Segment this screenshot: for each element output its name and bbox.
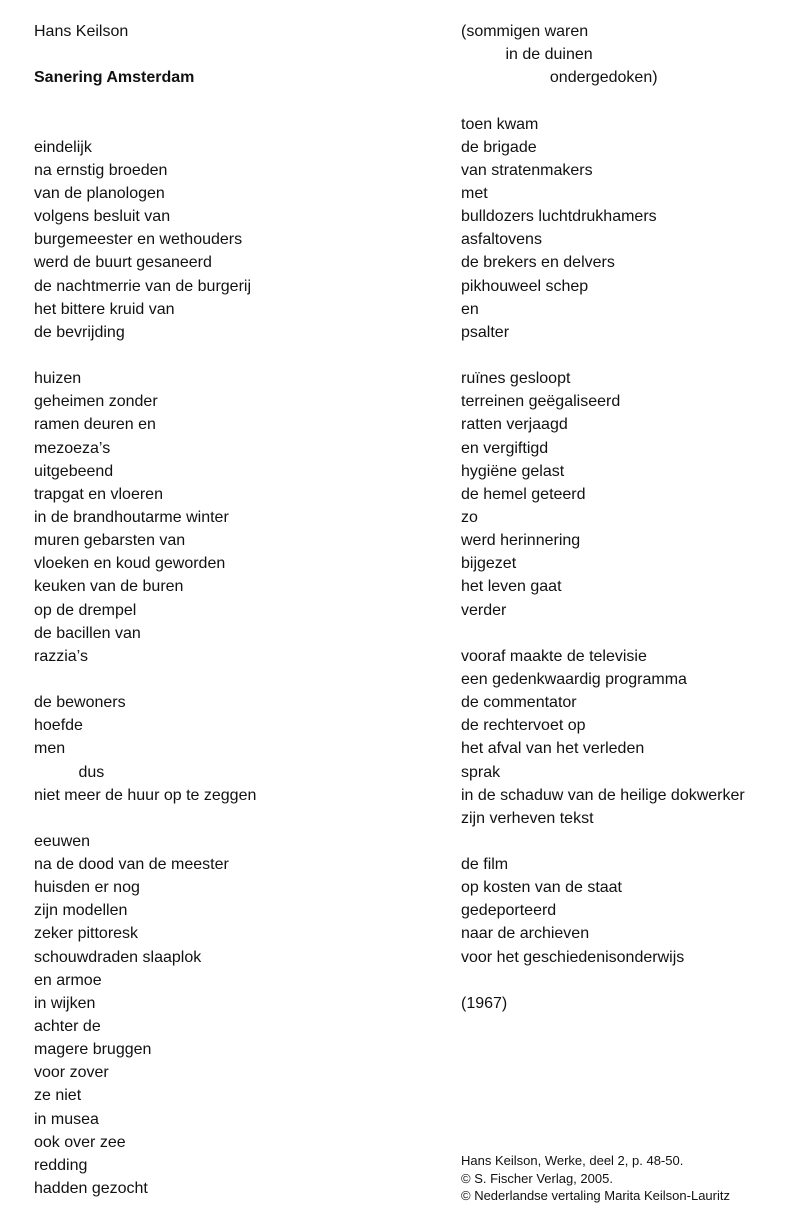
poem-line: zo bbox=[461, 508, 478, 526]
poem-line: het bittere kruid van bbox=[34, 300, 175, 318]
poem-line: een gedenkwaardig programma bbox=[461, 670, 687, 688]
credit-line: © S. Fischer Verlag, 2005. bbox=[461, 1170, 613, 1186]
poem-line: in de schaduw van de heilige dokwerker bbox=[461, 786, 745, 804]
stanza-break bbox=[34, 89, 434, 112]
stanza-break bbox=[461, 969, 801, 992]
poem-line: magere bruggen bbox=[34, 1041, 152, 1059]
poem-line: (1967) bbox=[461, 994, 508, 1012]
poem-line: naar de archieven bbox=[461, 925, 590, 943]
poem-line: eeuwen bbox=[34, 832, 91, 850]
stanza-break bbox=[461, 622, 801, 645]
poem-line: Hans Keilson bbox=[34, 23, 129, 40]
stanza-break bbox=[34, 344, 434, 367]
poem-line: burgemeester en wethouders bbox=[34, 231, 243, 249]
stanza-break bbox=[461, 344, 801, 367]
poem-line: werd herinnering bbox=[461, 532, 581, 550]
poem-line: gedeporteerd bbox=[461, 902, 557, 920]
poem-line: het leven gaat bbox=[461, 578, 562, 596]
poem-line: na de dood van de meester bbox=[34, 856, 229, 874]
poem-line: muren gebarsten van bbox=[34, 532, 186, 550]
poem-line: de hemel geteerd bbox=[461, 485, 586, 503]
poem-line: achter de bbox=[34, 1018, 101, 1036]
poem-line: asfaltovens bbox=[461, 231, 542, 249]
poem-line: de film bbox=[461, 856, 509, 874]
poem-line: de bewoners bbox=[34, 694, 126, 712]
source-credits bbox=[461, 1152, 730, 1205]
poem-line: de nachtmerrie van de burgerij bbox=[34, 277, 252, 295]
poem-line: na ernstig broeden bbox=[34, 161, 168, 179]
poem-line: uitgebeend bbox=[34, 462, 114, 480]
poem-line: in de duinen bbox=[461, 46, 593, 64]
poem-line: ze niet bbox=[34, 1087, 82, 1105]
poem-line: het afval van het verleden bbox=[461, 740, 645, 758]
poem-line: vloeken en koud geworden bbox=[34, 555, 226, 573]
poem-line: op kosten van de staat bbox=[461, 879, 622, 897]
poem-line: de commentator bbox=[461, 694, 577, 712]
poem-line: van de planologen bbox=[34, 184, 165, 202]
poem-line: psalter bbox=[461, 323, 510, 341]
poem-line: hoefde bbox=[34, 717, 83, 735]
poem-line: zijn modellen bbox=[34, 902, 128, 920]
poem-line: vooraf maakte de televisie bbox=[461, 647, 647, 665]
poem-line: keuken van de buren bbox=[34, 578, 184, 596]
poem-line: razzia’s bbox=[34, 647, 88, 665]
poem-line: trapgat en vloeren bbox=[34, 485, 163, 503]
stanza-break bbox=[34, 668, 434, 691]
poem-title: Sanering Amsterdam bbox=[34, 69, 195, 87]
poem-line: en armoe bbox=[34, 971, 102, 989]
poem-line: de rechtervoet op bbox=[461, 717, 586, 735]
poem-line: dus bbox=[34, 763, 105, 781]
poem-line: bijgezet bbox=[461, 555, 517, 573]
poem-line: van stratenmakers bbox=[461, 161, 593, 179]
poem-line: en bbox=[461, 300, 479, 318]
poem-line: hygiëne gelast bbox=[461, 462, 565, 480]
poem-line: en vergiftigd bbox=[461, 439, 549, 457]
poem-line: huisden er nog bbox=[34, 879, 140, 897]
poem-line: huizen bbox=[34, 370, 82, 388]
poem-line: schouwdraden slaaplok bbox=[34, 948, 202, 966]
poem-line: volgens besluit van bbox=[34, 208, 171, 226]
poem-line: men bbox=[34, 740, 66, 758]
stanza-break bbox=[34, 43, 434, 66]
poem-line: (sommigen waren bbox=[461, 23, 589, 40]
poem-line: hadden gezocht bbox=[34, 1180, 148, 1198]
stanza-break bbox=[461, 89, 801, 112]
poem-line: de brekers en delvers bbox=[461, 254, 615, 272]
poem-line: redding bbox=[34, 1156, 88, 1174]
poem-line: ondergedoken) bbox=[461, 69, 658, 87]
poem-line: sprak bbox=[461, 763, 501, 781]
poem-line: ook over zee bbox=[34, 1133, 126, 1151]
poem-line: in wijken bbox=[34, 994, 96, 1012]
poem-line: eindelijk bbox=[34, 138, 92, 156]
credit-line: Hans Keilson, Werke, deel 2, p. 48-50. bbox=[461, 1153, 684, 1168]
stanza-break bbox=[34, 807, 434, 830]
poem-line: werd de buurt gesaneerd bbox=[34, 254, 212, 272]
stanza-break bbox=[461, 830, 801, 853]
poem-line: de brigade bbox=[461, 138, 537, 156]
poem-right-column bbox=[461, 20, 801, 1015]
poem-line: pikhouweel schep bbox=[461, 277, 589, 295]
poem-line: ruïnes gesloopt bbox=[461, 370, 571, 388]
poem-line: op de drempel bbox=[34, 601, 137, 619]
poem-line: zijn verheven tekst bbox=[461, 809, 594, 827]
poem-line: mezoeza’s bbox=[34, 439, 111, 457]
poem-line: niet meer de huur op te zeggen bbox=[34, 786, 257, 804]
poem-line: zeker pittoresk bbox=[34, 925, 139, 943]
poem-line: voor het geschiedenisonderwijs bbox=[461, 948, 685, 966]
poem-line: bulldozers luchtdrukhamers bbox=[461, 208, 657, 226]
poem-line: verder bbox=[461, 601, 507, 619]
credit-line: © Nederlandse vertaling Marita Keilson-Lauritz bbox=[461, 1188, 730, 1203]
poem-line: ramen deuren en bbox=[34, 416, 156, 434]
poem-line: de bevrijding bbox=[34, 323, 125, 341]
poem-line: terreinen geëgaliseerd bbox=[461, 393, 621, 411]
poem-line: met bbox=[461, 184, 488, 202]
poem-line: voor zover bbox=[34, 1064, 109, 1082]
poem-line: ratten verjaagd bbox=[461, 416, 568, 434]
poem-left-column bbox=[34, 20, 434, 1200]
poem-line: de bacillen van bbox=[34, 624, 141, 642]
poem-line: in musea bbox=[34, 1110, 99, 1128]
stanza-break bbox=[34, 113, 434, 136]
poem-line: toen kwam bbox=[461, 115, 539, 133]
poem-line: geheimen zonder bbox=[34, 393, 158, 411]
poem-line: in de brandhoutarme winter bbox=[34, 508, 229, 526]
